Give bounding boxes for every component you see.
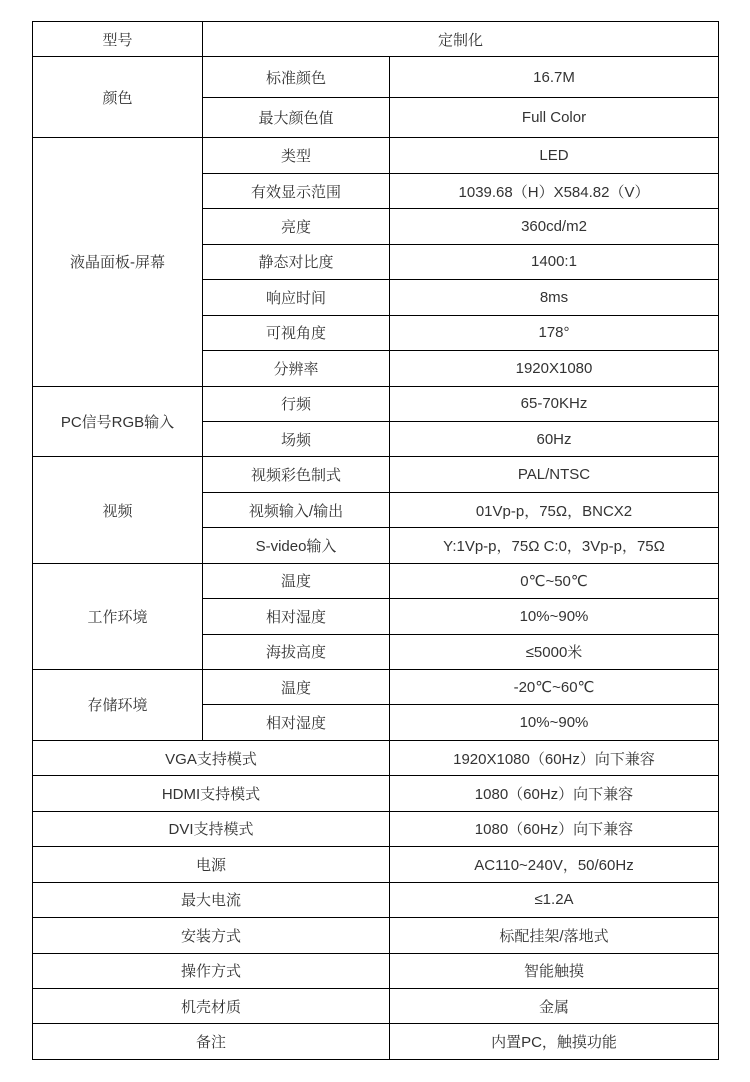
full-row-label-cell: HDMI支持模式: [33, 776, 390, 811]
group-label-color: 颜色: [33, 57, 203, 138]
spec-value-cell: Y:1Vp-p，75Ω C:0，3Vp-p，75Ω: [390, 528, 719, 563]
model-value-cell: [203, 22, 719, 57]
group-label-pc-rgb: PC信号RGB输入: [33, 386, 203, 457]
spec-name-cell: 行频: [203, 386, 390, 421]
group-label-panel: 液晶面板-屏幕: [33, 138, 203, 386]
row-power: [33, 847, 719, 882]
full-row-label-cell: VGA支持模式: [33, 740, 390, 775]
spec-name-cell: 视频输入/输出: [203, 492, 390, 527]
spec-value-cell: 01Vp-p，75Ω，BNCX2: [390, 492, 719, 527]
spec-value-cell: PAL/NTSC: [390, 457, 719, 492]
row-vga-mode: [33, 740, 719, 775]
spec-value-cell: Full Color: [390, 97, 719, 138]
full-row-value-cell: 金属: [390, 988, 719, 1023]
row-remarks: [33, 1024, 719, 1060]
row-model: [33, 22, 719, 57]
spec-table: [32, 21, 719, 1060]
full-row-value-cell: 内置PC，触摸功能: [390, 1024, 719, 1060]
row-dvi-mode: [33, 811, 719, 846]
full-row-label-cell: 安装方式: [33, 918, 390, 953]
spec-name-cell: 响应时间: [203, 280, 390, 315]
spec-value-cell: -20℃~60℃: [390, 670, 719, 705]
row-operation: [33, 953, 719, 988]
spec-value-cell: 65-70KHz: [390, 386, 719, 421]
spec-name-cell: 海拔高度: [203, 634, 390, 669]
spec-value-cell: ≤5000米: [390, 634, 719, 669]
spec-name-cell: S-video输入: [203, 528, 390, 563]
full-row-value-cell: 标配挂架/落地式: [390, 918, 719, 953]
full-row-label-cell: 操作方式: [33, 953, 390, 988]
spec-name-cell: 相对湿度: [203, 705, 390, 740]
group-label-work-env: 工作环境: [33, 563, 203, 669]
full-row-label-cell: 最大电流: [33, 882, 390, 917]
spec-name-cell: 标准颜色: [203, 57, 390, 98]
spec-name-cell: 温度: [203, 670, 390, 705]
full-row-value-cell: 1920X1080（60Hz）向下兼容: [390, 740, 719, 775]
model-value-text: 定制化: [437, 31, 483, 49]
row-panel-1: [33, 138, 719, 173]
spec-value-cell: 178°: [390, 315, 719, 350]
spec-value-cell: 60Hz: [390, 421, 719, 456]
spec-name-cell: 视频彩色制式: [203, 457, 390, 492]
spec-value-cell: 1039.68（H）X584.82（V）: [390, 173, 719, 208]
spec-value-cell: LED: [390, 138, 719, 173]
spec-name-cell: 场频: [203, 421, 390, 456]
full-row-value-cell: 1080（60Hz）向下兼容: [390, 811, 719, 846]
full-row-label-cell: 备注: [33, 1024, 390, 1060]
full-row-value-cell: AC110~240V，50/60Hz: [390, 847, 719, 882]
full-row-label-cell: DVI支持模式: [33, 811, 390, 846]
row-max-current: [33, 882, 719, 917]
spec-name-cell: 有效显示范围: [203, 173, 390, 208]
row-hdmi-mode: [33, 776, 719, 811]
full-row-value-cell: 1080（60Hz）向下兼容: [390, 776, 719, 811]
spec-name-cell: 分辨率: [203, 351, 390, 386]
spec-value-cell: 8ms: [390, 280, 719, 315]
model-label-cell: 型号: [33, 22, 203, 57]
row-workenv-1: [33, 563, 719, 598]
spec-name-cell: 类型: [203, 138, 390, 173]
row-pcrgb-1: [33, 386, 719, 421]
spec-value-cell: 16.7M: [390, 57, 719, 98]
spec-name-cell: 温度: [203, 563, 390, 598]
spec-name-cell: 可视角度: [203, 315, 390, 350]
row-video-1: [33, 457, 719, 492]
row-color-1: [33, 57, 719, 98]
spec-value-cell: 0℃~50℃: [390, 563, 719, 598]
full-row-label-cell: 电源: [33, 847, 390, 882]
spec-value-cell: 10%~90%: [390, 705, 719, 740]
spec-name-cell: 相对湿度: [203, 599, 390, 634]
spec-name-cell: 亮度: [203, 209, 390, 244]
row-case-material: [33, 988, 719, 1023]
group-label-video: 视频: [33, 457, 203, 563]
spec-value-cell: 360cd/m2: [390, 209, 719, 244]
spec-value-cell: 10%~90%: [390, 599, 719, 634]
spec-value-cell: 1920X1080: [390, 351, 719, 386]
row-storageenv-1: [33, 670, 719, 705]
row-mounting: [33, 918, 719, 953]
spec-value-cell: 1400:1: [390, 244, 719, 279]
spec-name-cell: 最大颜色值: [203, 97, 390, 138]
group-label-storage-env: 存储环境: [33, 670, 203, 741]
full-row-value-cell: 智能触摸: [390, 953, 719, 988]
spec-name-cell: 静态对比度: [203, 244, 390, 279]
full-row-value-cell: ≤1.2A: [390, 882, 719, 917]
full-row-label-cell: 机壳材质: [33, 988, 390, 1023]
